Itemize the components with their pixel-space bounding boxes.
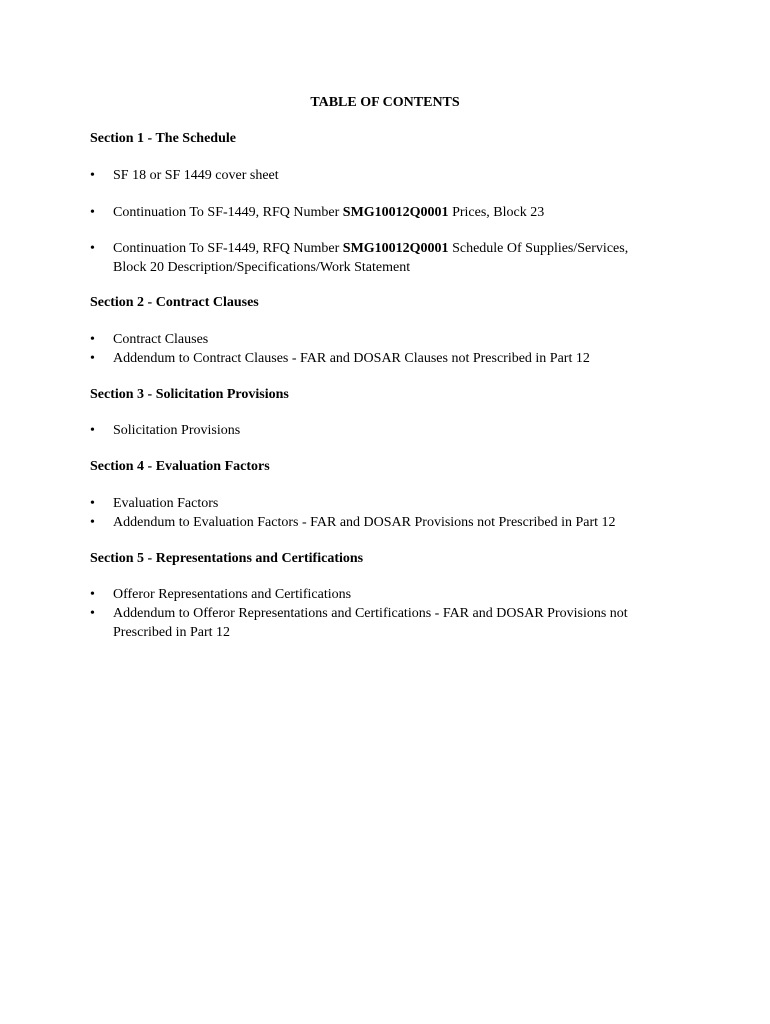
list-item-text [113, 604, 690, 642]
list-item [90, 494, 690, 513]
list-item-text: SF 18 or SF 1449 cover sheet [113, 168, 279, 183]
bullet-icon: • [90, 587, 95, 602]
list-item [90, 239, 690, 277]
list-item [90, 330, 690, 349]
bullet-icon: • [90, 496, 95, 511]
bullet-icon: • [90, 332, 95, 347]
list-item [90, 166, 690, 185]
list-item-text-pre: Continuation To SF-1449, RFQ Number [113, 205, 343, 220]
rfq-number: SMG10012Q0001 [342, 205, 449, 220]
list-item-text: Solicitation Provisions [113, 423, 241, 438]
list-item-text [113, 239, 690, 277]
bullet-icon: • [90, 606, 95, 621]
list-item-text: Contract Clauses [113, 332, 209, 347]
list-item [90, 203, 690, 222]
list-item [90, 349, 690, 368]
list-item-text: Offeror Representations and Certifications [113, 587, 352, 602]
bullet-icon: • [90, 515, 95, 530]
list-item-text: Addendum to Contract Clauses - FAR and DOSAR Clauses not Prescribed in Part 12 [113, 351, 590, 366]
page-title: TABLE OF CONTENTS [310, 95, 460, 110]
list-item [90, 421, 690, 440]
bullet-icon: • [90, 168, 95, 183]
section-4-heading: Section 4 - Evaluation Factors [90, 459, 270, 474]
list-item-text-post: Prices, Block 23 [448, 205, 545, 220]
list-item-text: Evaluation Factors [113, 496, 219, 511]
list-item [90, 513, 690, 532]
list-item-text [113, 203, 690, 222]
bullet-icon: • [90, 241, 95, 256]
section-1-heading: Section 1 - The Schedule [90, 131, 236, 146]
list-item-text-line1: Addendum to Offeror Representations and Certifications - FAR and DOSAR Provisions not [113, 606, 628, 621]
bullet-icon: • [90, 205, 95, 220]
section-3-heading: Section 3 - Solicitation Provisions [90, 387, 289, 402]
section-2-heading: Section 2 - Contract Clauses [90, 295, 259, 310]
list-item-text-post: Schedule Of Supplies/Services, [448, 241, 629, 256]
list-item [90, 604, 690, 642]
bullet-icon: • [90, 351, 95, 366]
section-5-heading: Section 5 - Representations and Certifications [90, 551, 364, 566]
list-item-text-line2: Prescribed in Part 12 [113, 625, 231, 640]
list-item-text: Addendum to Evaluation Factors - FAR and DOSAR Provisions not Prescribed in Part 12 [113, 515, 616, 530]
rfq-number: SMG10012Q0001 [342, 241, 449, 256]
list-item [90, 585, 690, 604]
list-item-text-line2: Block 20 Description/Specifications/Work Statement [113, 260, 411, 275]
list-item-text-pre: Continuation To SF-1449, RFQ Number [113, 241, 343, 256]
bullet-icon: • [90, 423, 95, 438]
